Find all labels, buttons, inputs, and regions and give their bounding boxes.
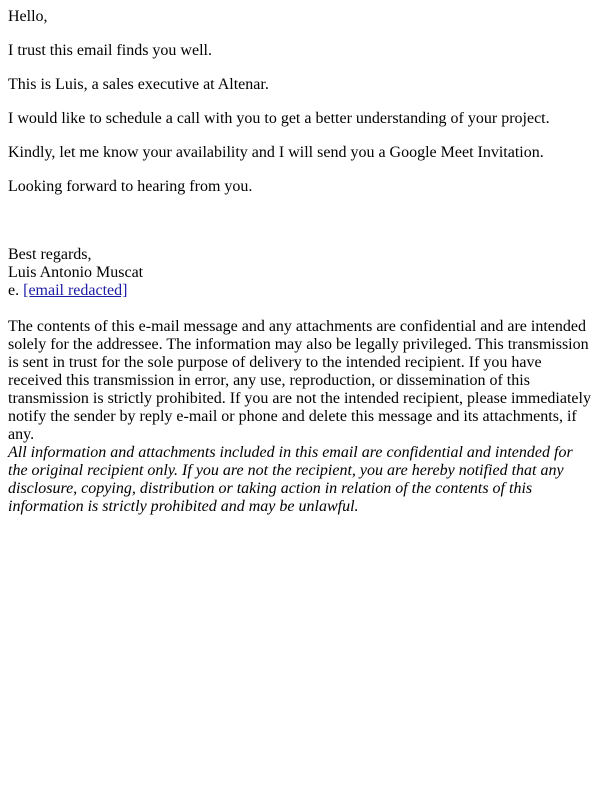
paragraph-identity: This is Luis, a sales executive at Altenar.: [8, 76, 269, 93]
confidentiality-disclaimer: The contents of this e-mail message and any attachments are confidential and are intended solely for the addressee. The information may also be legally privileged. This transmission is sent in trust for the sole purpose of delivery to the intended recipient. If you have received this transmission in error, any use, reproduction, or dissemination of this transmission is strictly prohibited. If you are not the intended recipient, please immediately notify the sender by reply e-mail or phone and delete this message and its attachments, if any.: [8, 318, 591, 443]
signature-name: Luis Antonio Muscat: [8, 264, 144, 281]
signature-block: [8, 246, 592, 300]
signature-email-link[interactable]: [email redacted]: [23, 282, 128, 299]
paragraph-intro: I trust this email finds you well.: [8, 42, 212, 59]
signature-email-prefix: e.: [8, 282, 20, 299]
paragraph-availability: Kindly, let me know your availability and I will send you a Google Meet Invitation.: [8, 144, 544, 161]
signature-closing: Best regards,: [8, 246, 92, 263]
signature-email-line: [8, 282, 592, 300]
greeting: Hello,: [8, 8, 48, 25]
spacer: [8, 212, 592, 246]
paragraph-closing-line: Looking forward to hearing from you.: [8, 178, 253, 195]
confidentiality-disclaimer-italic: All information and attachments included in this email are confidential and intended for the original recipient only. If you are not the recipient, you are hereby notified that any disclosure, copying, distribution or taking action in relation of the contents of this information is strictly prohibited and may be unlawful.: [8, 444, 573, 515]
paragraph-call-request: I would like to schedule a call with you to get a better understanding of your project.: [8, 110, 550, 127]
